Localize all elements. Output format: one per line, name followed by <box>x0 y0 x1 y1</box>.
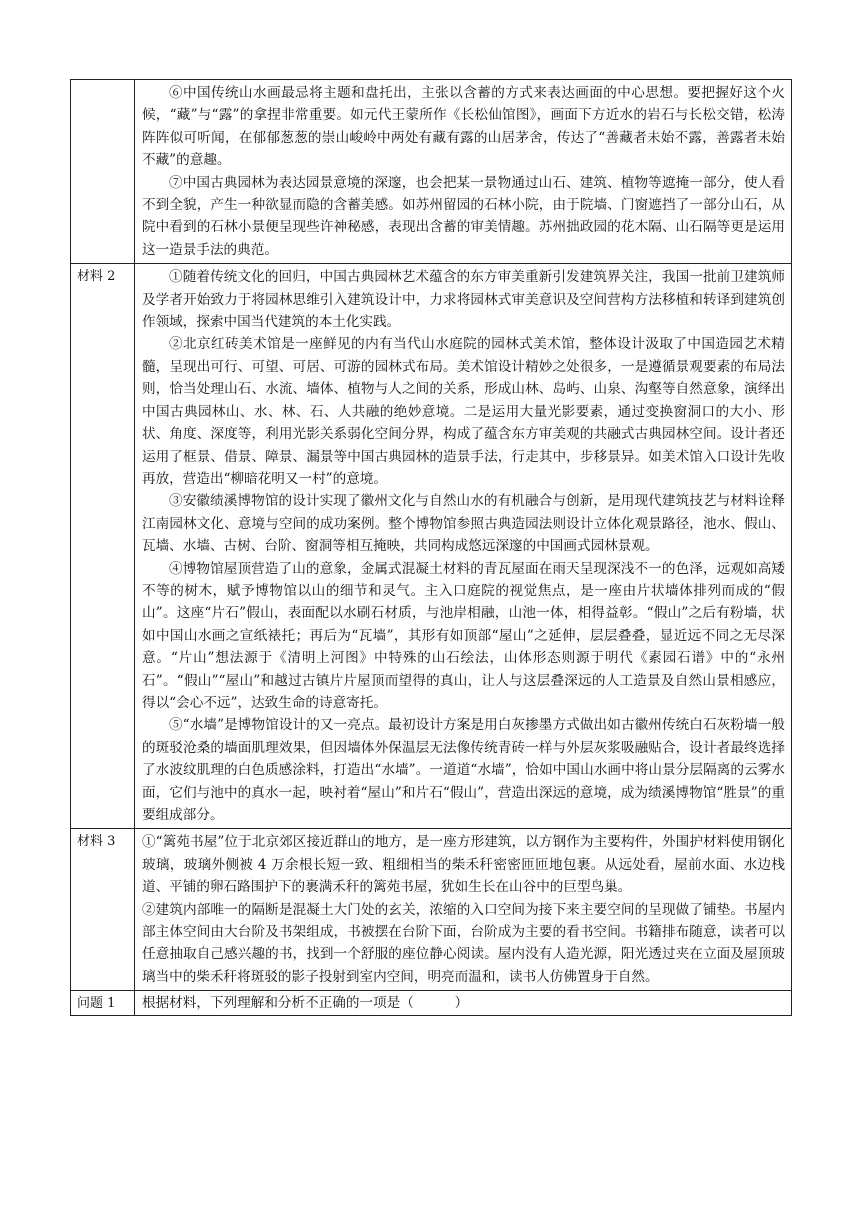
row-label: 材料 2 <box>71 264 135 829</box>
paragraph: ④博物馆屋顶营造了山的意象，金属式混凝土材料的青瓦屋面在雨天呈现深浅不一的色泽，远观如高矮不等的树木，赋予博物馆以山的细节和灵气。主入口庭院的视觉焦点，是一座由片状墙体排列而成的“假山”。这座“片石”假山，表面配以水刷石材质，与池岸相融，山池一体，相得益彰。“假山”之后有粉墙，状如中国山水画之宣纸裱托；再后为“瓦墙”，其形有如顶部“屋山”之延伸，层层叠叠，显近远不同之无尽深意。“片山”想法源于《清明上河图》中特殊的山石绘法，山体形态则源于明代《素园石谱》中的“永州石”。“假山”“屋山”和越过古镇片片屋顶而望得的真山，让人与这层叠深远的人工造景及自然山景相感应，得以“会心不远”，达致生命的诗意寄托。 <box>142 560 785 711</box>
paragraph: ①随着传统文化的回归，中国古典园林艺术蕴含的东方审美重新引发建筑界关注，我国一批前卫建筑师及学者开始致力于将园林思维引入建筑设计中，力求将园林式审美意识及空间营构方法移植和转译到建筑创作领域，探索中国当代建筑的本土化实践。 <box>142 269 785 331</box>
paragraph: ⑦中国古典园林为表达园景意境的深邃，也会把某一景物通过山石、建筑、植物等遮掩一部分，使人看不到全貌，产生一种欲显而隐的含蓄美感。如苏州留园的石林小院，由于院墙、门窗遮挡了一部分山石，从院中看到的石林小景便呈现些许神秘感，表现出含蓄的审美情趣。苏州拙政园的花木隔、山石隔等更是运用这一造景手法的典范。 <box>142 174 785 258</box>
row-content <box>135 80 792 264</box>
row-label: 材料 3 <box>71 829 135 991</box>
table-row <box>71 264 792 829</box>
row-content <box>135 264 792 829</box>
row-content <box>135 829 792 991</box>
paragraph: ①“篱苑书屋”位于北京郊区接近群山的地方，是一座方形建筑，以方钢作为主要构件，外围护材料使用钢化玻璃，玻璃外侧被 4 万余根长短一致、粗细相当的柴禾秆密密匝匝地包裹。从远处看，屋前水面、水边栈道、平铺的卵石路围护下的裹满禾秆的篱苑书屋，犹如生长在山谷中的巨型鸟巢。 <box>142 834 785 896</box>
paragraph: ③安徽绩溪博物馆的设计实现了徽州文化与自然山水的有机融合与创新，是用现代建筑技艺与材料诠释江南园林文化、意境与空间的成功案例。整个博物馆参照古典造园法则设计立体化观景路径，池水、假山、瓦墙、水墙、古树、台阶、窗洞等相互掩映，共同构成悠远深邃的中国画式园林景观。 <box>142 493 785 555</box>
paragraph: ⑤“水墙”是博物馆设计的又一亮点。最初设计方案是用白灰掺墨方式做出如古徽州传统白石灰粉墙一般的斑驳沧桑的墙面肌理效果，但因墙体外保温层无法像传统青砖一样与外层灰浆吸融贴合，设计者最终选择了水波纹肌理的白色质感涂料，打造出“水墙”。一道道“水墙”，恰如中国山水画中将山景分层隔离的云雾水面，它们与池中的真水一起，映衬着“屋山”和片石“假山”，营造出深远的意境，成为绩溪博物馆“胜景”的重要组成部分。 <box>142 717 785 823</box>
paragraph: ②建筑内部唯一的隔断是混凝土大门处的玄关，浓缩的入口空间为接下来主要空间的呈现做了铺垫。书屋内部主体空间由大台阶及书架组成，书被摆在台阶下面，台阶成为主要的看书空间。书籍排布随意，读者可以任意抽取自己感兴趣的书，找到一个舒服的座位静心阅读。屋内没有人造光源，阳光透过夹在立面及屋顶玻璃当中的柴禾秆将斑驳的影子投射到室内空间，明亮而温和，读书人仿佛置身于自然。 <box>142 901 785 985</box>
table-row <box>71 829 792 991</box>
paragraph: ⑥中国传统山水画最忌将主题和盘托出，主张以含蓄的方式来表达画面的中心思想。要把握好这个火候，“藏”与“露”的拿捏非常重要。如元代王蒙所作《长松仙馆图》，画面下方近水的岩石与长松交错，松涛阵阵似可听闻，在郁郁葱葱的崇山峻岭中两处有藏有露的山居茅舍，传达了“善藏者未始不露，善露者未始不藏”的意趣。 <box>142 85 785 169</box>
paragraph: ②北京红砖美术馆是一座鲜见的内有当代山水庭院的园林式美术馆，整体设计汲取了中国造园艺术精髓，呈现出可行、可望、可居、可游的园林式布局。美术馆设计精妙之处很多，一是遵循景观要素的布局法则，恰当处理山石、水流、墙体、植物与人之间的关系，形成山林、岛屿、山泉、沟壑等自然意象，演绎出中国古典园林山、水、林、石、人共融的绝妙意境。二是运用大量光影要素，通过变换窗洞口的大小、形状、角度、深度等，利用光影关系弱化空间分界，构成了蕴含东方审美观的共融式古典园林空间。设计者还运用了框景、借景、障景、漏景等中国古典园林的造景手法，行走其中，步移景异。如美术馆入口设计先收再放，营造出“柳暗花明又一村”的意境。 <box>142 336 785 487</box>
table-row <box>71 991 792 1016</box>
question-text: 根据材料，下列理解和分析不正确的一项是（ ） <box>142 995 469 1012</box>
material-table <box>70 79 792 1016</box>
table-row <box>71 80 792 264</box>
row-content <box>135 991 792 1016</box>
row-label <box>71 80 135 264</box>
row-label: 问题 1 <box>71 991 135 1016</box>
